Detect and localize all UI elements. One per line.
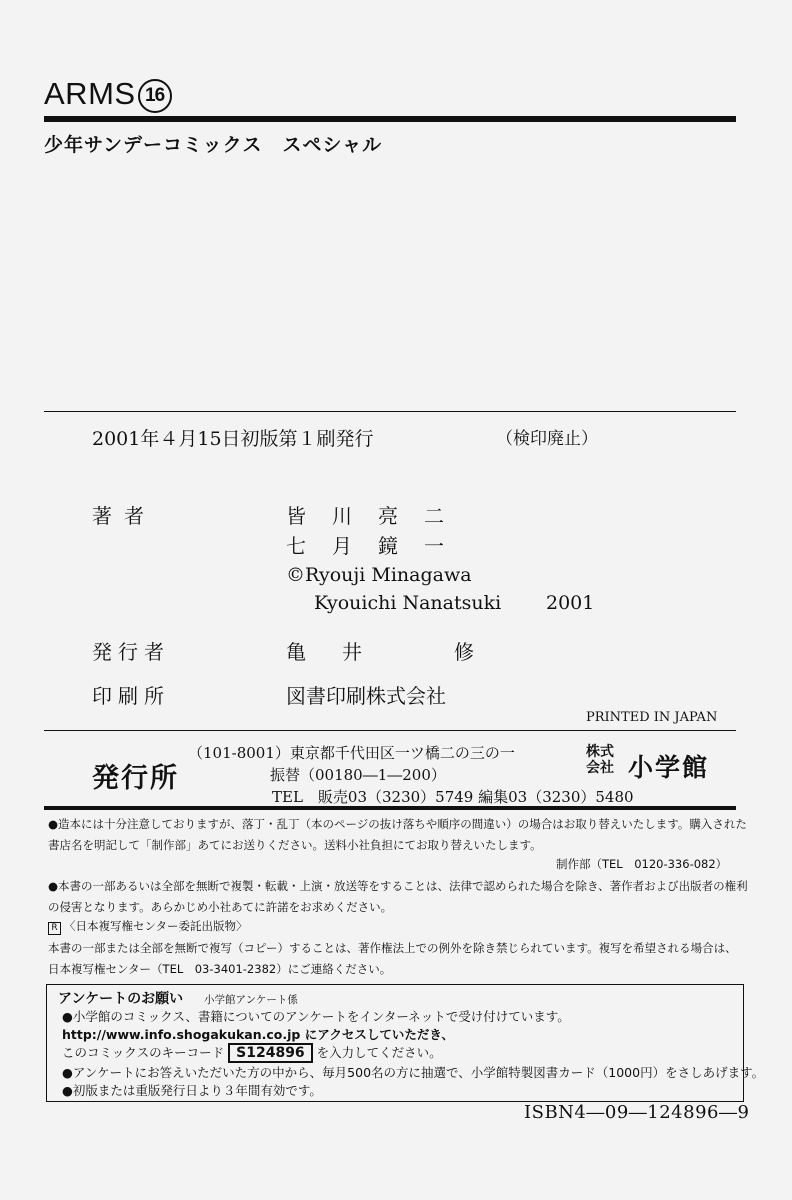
survey-line-3: [62, 1043, 442, 1063]
publisher-top-rule: [44, 730, 736, 731]
printer-name: 図書印刷株式会社: [286, 684, 446, 708]
jrrc-title: 〈日本複写権センター委託出版物〉: [64, 919, 248, 933]
keycode-suffix: を入力してください。: [316, 1045, 442, 1060]
printed-in-japan: PRINTED IN JAPAN: [586, 710, 718, 725]
author-1: 皆川亮二: [286, 504, 470, 528]
keycode: S124896: [228, 1043, 313, 1063]
author-label: 著者: [92, 504, 156, 528]
colophon-rule: [44, 411, 736, 412]
title-text: ARMS: [44, 76, 136, 111]
isbn: ISBN4―09―124896―9: [524, 1102, 750, 1123]
copyright-line-1: ©Ryouji Minagawa: [286, 564, 472, 586]
photocopy-notice: 本書の一部または全部を無断で複写（コピー）することは、著作権法上での例外を除き禁じられています。複写を希望される場合は、日本複写権センター（TEL 03-3401-2382）にご連絡ください。: [48, 941, 737, 976]
defect-notice: ●造本には十分注意しておりますが、落丁・乱丁（本のページの抜け落ちや順序の間違い）の場合はお取り替えいたします。購入された書店名を明記して「制作部」あてにお送りください。送料小社負担にてお取り替えいたします。: [48, 817, 747, 852]
registered-mark-icon: R: [48, 922, 61, 935]
book-title: [44, 76, 172, 113]
issuer-name: 亀井 修: [286, 640, 510, 664]
copyright-line-2: Kyouichi Nanatsuki: [314, 592, 502, 614]
author-2: 七月鏡一: [286, 534, 470, 558]
survey-title: アンケートのお願い: [58, 991, 184, 1007]
publisher-furikae: 振替（00180―1―200）: [270, 766, 446, 784]
publisher-tel: TEL 販売03（3230）5749 編集03（3230）5480: [272, 788, 634, 806]
survey-line-5: ●初版または重版発行日より３年間有効です。: [62, 1083, 322, 1098]
printer-label: 印刷所: [92, 684, 170, 708]
header-rule: [44, 116, 736, 122]
publisher-address: （101-8001）東京都千代田区一ツ橋二の三の一: [188, 744, 515, 762]
copyright-notice: ●本書の一部あるいは全部を無断で複製・転載・上演・放送等をすることは、法律で認められた場合を除き、著作者および出版者の権利の侵害となります。あらかじめ小社あてに許諾をお求めください。: [48, 879, 748, 914]
issuer-label: 発行者: [92, 640, 170, 664]
publisher-bottom-rule: [44, 806, 736, 810]
kabushiki-kaisha: 株式会社: [586, 744, 614, 776]
survey-line-4: ●アンケートにお答えいただいた方の中から、毎月500名の方に抽選で、小学館特製図書カード（1000円）をさしあげます。: [62, 1065, 765, 1080]
publisher-name: 小学館: [628, 753, 710, 782]
survey-line-1: ●小学館のコミックス、書籍についてのアンケートをインターネットで受け付けています。: [62, 1009, 570, 1024]
publication-date: 2001年４月15日初版第１刷発行: [92, 428, 374, 450]
survey-url: http://www.info.shogakukan.co.jp にアクセスしていただき、: [62, 1027, 454, 1042]
keycode-prefix: このコミックスのキーコード: [62, 1045, 225, 1060]
publisher-label: 発行所: [92, 763, 179, 794]
copyright-year: 2001: [546, 592, 595, 614]
kenin-note: （検印廃止）: [496, 429, 598, 449]
production-contact: 制作部（TEL 0120-336-082）: [556, 857, 728, 871]
survey-dept: 小学館アンケート係: [204, 994, 298, 1006]
series-name: 少年サンデーコミックス スペシャル: [44, 134, 383, 156]
volume-number: 16: [138, 79, 172, 113]
